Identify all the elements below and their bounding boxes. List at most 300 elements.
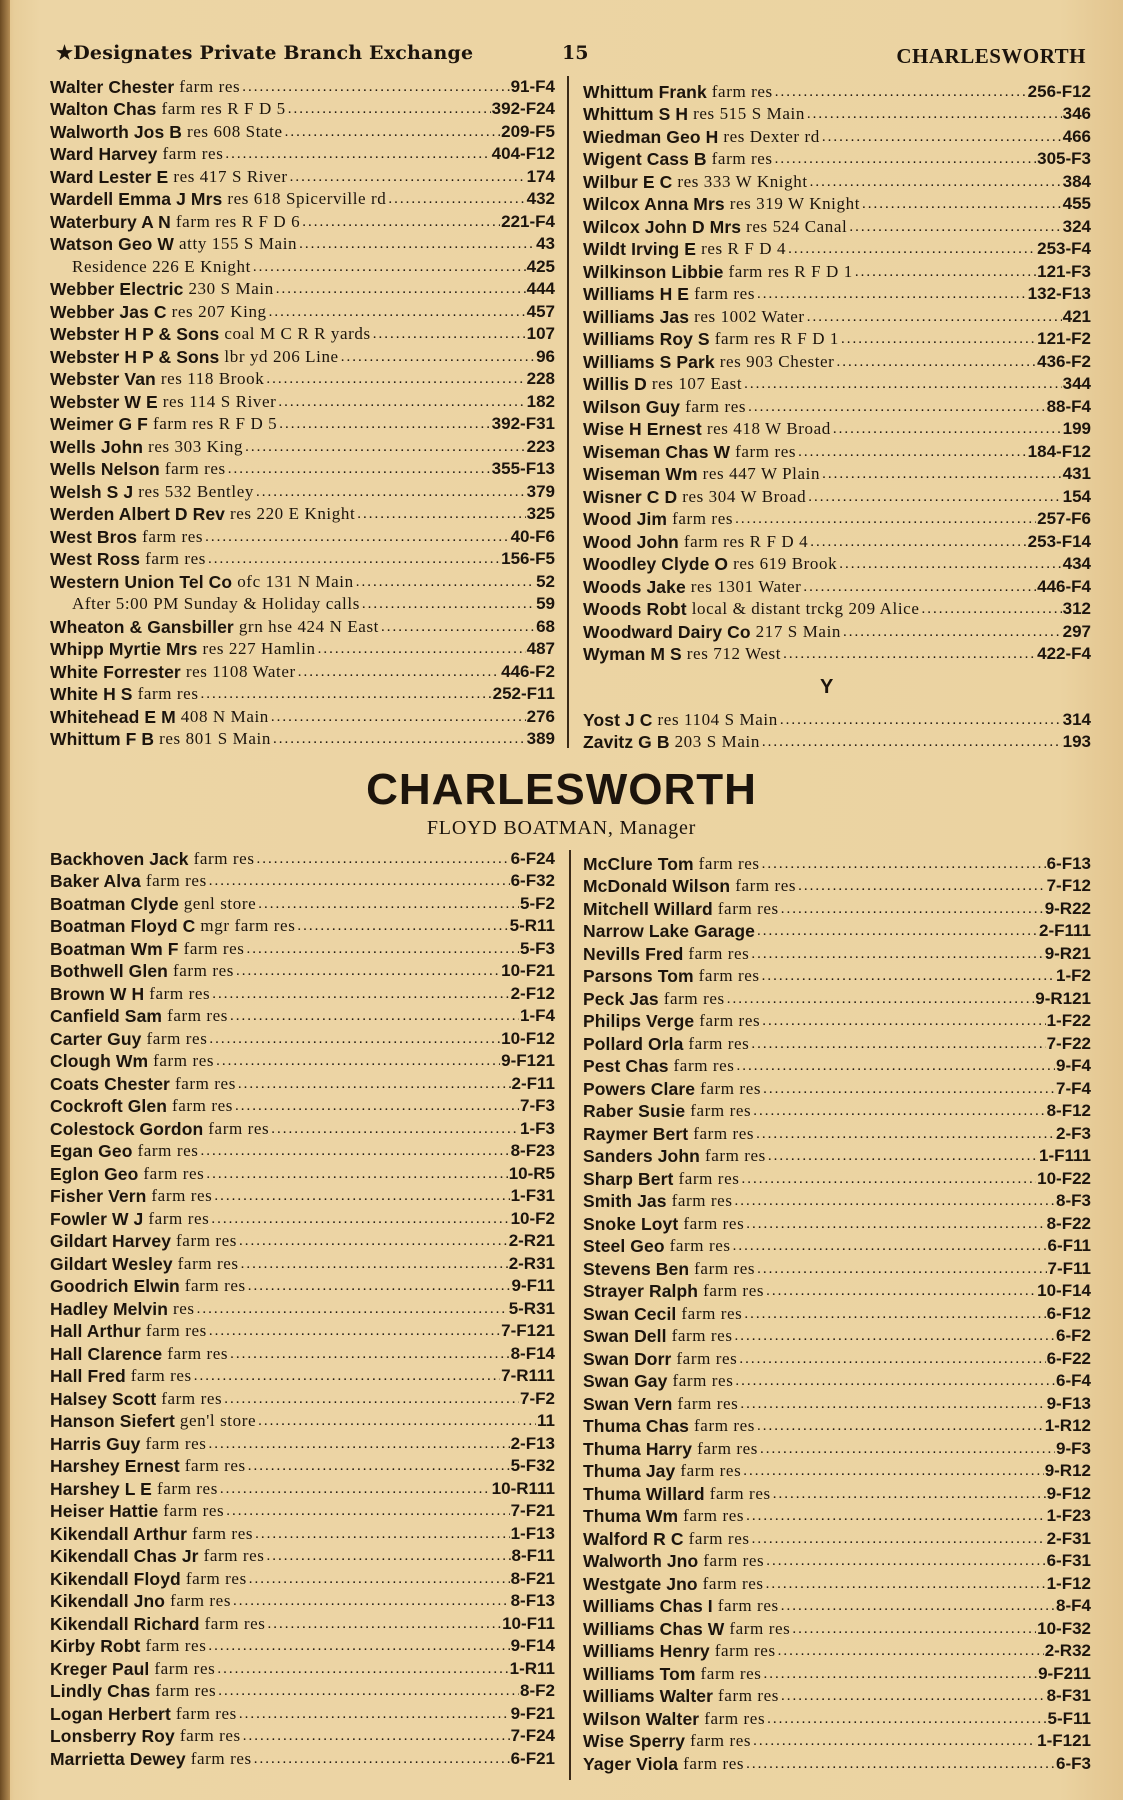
leader-dots bbox=[269, 1118, 519, 1140]
listing-address: farm res R F D 4 bbox=[683, 531, 809, 551]
listing-column-bottom-right bbox=[583, 852, 1091, 1775]
listing-address: After 5:00 PM Sunday & Holiday calls bbox=[72, 594, 360, 613]
listing-name: Boatman Wm F bbox=[50, 938, 179, 959]
listing-name: Hanson Siefert bbox=[50, 1411, 175, 1431]
leader-dots bbox=[206, 1433, 509, 1455]
listing-name: Pollard Orla bbox=[583, 1033, 684, 1054]
listing-name: Wiedman Geo H bbox=[583, 126, 719, 147]
listing-address: farm res bbox=[683, 1213, 745, 1233]
listing-name: Williams Walter bbox=[583, 1686, 714, 1706]
phone-number: 1-F3 bbox=[520, 1118, 555, 1138]
phone-number: 425 bbox=[526, 256, 555, 276]
phone-number: 389 bbox=[526, 729, 555, 748]
leader-dots bbox=[234, 960, 500, 982]
leader-dots bbox=[781, 643, 1036, 665]
leader-dots bbox=[252, 1748, 510, 1770]
listing-address: farm res bbox=[671, 1191, 733, 1210]
listing-entry bbox=[583, 125, 1091, 148]
listing-address: farm res bbox=[151, 1186, 213, 1205]
phone-number: 11 bbox=[537, 1411, 555, 1430]
listing-name: Williams Tom bbox=[583, 1663, 696, 1684]
listing-name: Powers Clare bbox=[583, 1078, 696, 1099]
listing-name: Philips Verge bbox=[583, 1011, 695, 1031]
listing-address: farm res bbox=[673, 1056, 735, 1075]
listing-address: farm res bbox=[700, 1663, 762, 1683]
phone-number: 2-F12 bbox=[510, 983, 555, 1003]
listing-entry bbox=[50, 413, 555, 436]
leader-dots bbox=[192, 1365, 500, 1387]
phone-number: 5-R31 bbox=[508, 1298, 555, 1318]
listing-name: Bothwell Glen bbox=[50, 961, 168, 981]
leader-dots bbox=[269, 706, 526, 728]
phone-number: 10-F12 bbox=[501, 1028, 555, 1048]
leader-dots bbox=[739, 1168, 1036, 1190]
listing-name: Webster W E bbox=[50, 391, 158, 412]
listing-name: Woods Robt bbox=[583, 599, 687, 619]
listing-entry bbox=[50, 660, 555, 683]
listing-entry bbox=[583, 215, 1091, 238]
phone-number: 8-F11 bbox=[511, 1546, 555, 1565]
listing-name: Webster H P & Sons bbox=[50, 324, 220, 344]
listing-name: Westgate Jno bbox=[583, 1573, 698, 1594]
listing-entry bbox=[50, 982, 555, 1005]
listing-address: farm res bbox=[137, 684, 199, 703]
listing-address: farm res bbox=[170, 1591, 232, 1610]
listing-address: coal M C R R yards bbox=[224, 324, 371, 343]
listing-entry bbox=[583, 463, 1091, 486]
listing-address: farm res bbox=[714, 1641, 776, 1660]
listing-entry bbox=[50, 255, 555, 278]
listing-entry bbox=[583, 1032, 1091, 1055]
listing-entry bbox=[583, 1235, 1091, 1258]
leader-dots bbox=[733, 1190, 1055, 1212]
listing-entry bbox=[583, 1572, 1091, 1595]
phone-number: 297 bbox=[1062, 621, 1091, 641]
listing-name: Raber Susie bbox=[583, 1101, 686, 1121]
listing-address: farm res bbox=[162, 144, 224, 163]
leader-dots bbox=[764, 1280, 1036, 1302]
leader-dots bbox=[760, 853, 1046, 875]
leader-dots bbox=[371, 323, 526, 345]
listing-name: Williams Henry bbox=[583, 1641, 710, 1661]
listing-entry bbox=[583, 1257, 1091, 1280]
listing-name: Stevens Ben bbox=[583, 1258, 690, 1279]
listing-address: res 319 W Knight bbox=[729, 194, 861, 213]
listing-name: Wilcox Anna Mrs bbox=[583, 194, 725, 214]
leader-dots bbox=[209, 1208, 509, 1230]
leader-dots bbox=[253, 1523, 510, 1545]
listing-address: farm res bbox=[179, 76, 241, 96]
phone-number: 9-R21 bbox=[1044, 943, 1091, 963]
listing-address: farm res R F D 1 bbox=[714, 329, 840, 348]
listing-address: mgr farm res bbox=[200, 916, 296, 935]
listing-entry bbox=[50, 1185, 555, 1208]
phone-number: 384 bbox=[1062, 171, 1091, 191]
leader-dots bbox=[271, 728, 526, 750]
listing-name: White Forrester bbox=[50, 661, 181, 682]
listing-entry bbox=[583, 1505, 1091, 1528]
listing-name: Thuma Wm bbox=[583, 1506, 679, 1526]
listing-address: farm res bbox=[709, 1483, 771, 1503]
listing-address: res 304 W Broad bbox=[682, 486, 807, 506]
listing-entry bbox=[583, 575, 1091, 598]
listing-name: Kikendall Jno bbox=[50, 1591, 166, 1611]
leader-dots bbox=[207, 1320, 500, 1342]
leader-dots bbox=[245, 938, 520, 960]
listing-name: Wells Nelson bbox=[50, 459, 160, 479]
leader-dots bbox=[237, 1230, 508, 1252]
listing-entry bbox=[583, 1707, 1091, 1730]
phone-number: 10-R5 bbox=[508, 1163, 555, 1183]
leader-dots bbox=[744, 1213, 1045, 1235]
phone-number: 9-F211 bbox=[1038, 1663, 1091, 1683]
leader-dots bbox=[733, 1325, 1055, 1347]
phone-number: 182 bbox=[526, 391, 555, 411]
listing-entry bbox=[583, 1437, 1091, 1460]
listing-name: Harshey Ernest bbox=[50, 1456, 180, 1476]
listing-name: Wiseman Wm bbox=[583, 464, 698, 484]
listing-entry bbox=[583, 530, 1091, 553]
listing-address: farm res bbox=[688, 1528, 750, 1548]
leader-dots bbox=[255, 848, 510, 870]
listing-name: Marrietta Dewey bbox=[50, 1748, 186, 1769]
phone-number: 43 bbox=[536, 234, 555, 253]
listing-name: Wilcox John D Mrs bbox=[583, 216, 742, 237]
leader-dots bbox=[760, 1010, 1045, 1032]
listing-name: Kikendall Richard bbox=[50, 1613, 200, 1634]
listing-name: Peck Jas bbox=[583, 988, 659, 1009]
listing-address: grn hse 424 N East bbox=[238, 616, 379, 636]
listing-address: res 801 S Main bbox=[159, 729, 271, 748]
listing-address: res 515 S Main bbox=[693, 104, 805, 123]
listing-address: farm res bbox=[184, 1456, 246, 1475]
listing-entry bbox=[50, 300, 555, 323]
listing-name: Webster H P & Sons bbox=[50, 346, 220, 367]
phone-number: 404-F12 bbox=[491, 144, 555, 163]
phone-number: 7-F121 bbox=[501, 1321, 555, 1340]
page-number: 15 bbox=[562, 42, 589, 64]
listing-address: farm res bbox=[690, 1101, 752, 1120]
leader-dots bbox=[738, 1393, 1045, 1415]
listing-entry bbox=[583, 328, 1091, 351]
leader-dots bbox=[737, 1348, 1045, 1370]
listing-address: res 903 Chester bbox=[719, 351, 835, 371]
listing-address: res 608 State bbox=[187, 121, 283, 141]
listing-name: Walworth Jos B bbox=[50, 121, 183, 142]
listing-entry bbox=[583, 875, 1091, 898]
listing-name: Carter Guy bbox=[50, 1028, 142, 1049]
listing-name: Wise H Ernest bbox=[583, 419, 702, 439]
listing-name: Wells John bbox=[50, 436, 144, 457]
leader-dots bbox=[360, 593, 535, 615]
listing-address: res 712 West bbox=[686, 644, 782, 663]
leader-dots bbox=[749, 1033, 1045, 1055]
phone-number: 6-F31 bbox=[1046, 1551, 1091, 1570]
leader-dots bbox=[256, 1410, 536, 1432]
phone-number: 10-F14 bbox=[1037, 1281, 1091, 1300]
listing-name: Gildart Wesley bbox=[50, 1253, 173, 1274]
leader-dots bbox=[765, 1708, 1046, 1730]
phone-number: 466 bbox=[1062, 126, 1091, 146]
listing-entry bbox=[50, 120, 555, 143]
leader-dots bbox=[786, 238, 1036, 260]
listing-entry bbox=[50, 1567, 555, 1590]
phone-number: 7-F22 bbox=[1046, 1033, 1091, 1053]
phone-number: 156-F5 bbox=[501, 549, 555, 568]
listing-address: farm res bbox=[688, 943, 750, 963]
listing-entry bbox=[50, 390, 555, 413]
listing-entry bbox=[583, 553, 1091, 576]
leader-dots bbox=[206, 548, 500, 570]
phone-number: 355-F13 bbox=[491, 459, 555, 478]
listing-entry bbox=[583, 1212, 1091, 1235]
listing-name: Logan Herbert bbox=[50, 1703, 171, 1724]
listing-entry bbox=[50, 1230, 555, 1253]
listing-address: farm res bbox=[704, 1146, 766, 1165]
phone-number: 436-F2 bbox=[1037, 351, 1091, 371]
listing-name: Clough Wm bbox=[50, 1051, 149, 1071]
listing-address: farm res bbox=[149, 983, 211, 1003]
listing-address: farm res R F D 5 bbox=[161, 99, 286, 118]
phone-number: 253-F4 bbox=[1037, 239, 1091, 258]
listing-entry bbox=[583, 1010, 1091, 1033]
leader-dots bbox=[762, 1663, 1038, 1685]
listing-address: farm res bbox=[683, 1506, 745, 1525]
listing-name: Steel Geo bbox=[583, 1236, 665, 1256]
listing-address: farm res bbox=[148, 1208, 210, 1228]
phone-number: 7-F3 bbox=[520, 1096, 555, 1115]
phone-number: 9-F4 bbox=[1056, 1056, 1091, 1075]
listing-entry bbox=[50, 368, 555, 391]
listing-address: farm res bbox=[143, 1163, 205, 1183]
listing-entry bbox=[50, 593, 555, 616]
phone-number: 2-F111 bbox=[1039, 921, 1091, 940]
listing-address: gen'l store bbox=[179, 1411, 257, 1430]
listing-address: res 303 King bbox=[148, 436, 244, 456]
listing-name: Wheaton & Gansbiller bbox=[50, 616, 234, 637]
listing-name: Yost J C bbox=[583, 709, 653, 730]
listing-address: farm res bbox=[680, 1461, 742, 1480]
leader-dots bbox=[233, 1095, 519, 1117]
listing-entry bbox=[50, 1320, 555, 1343]
leader-dots bbox=[216, 1680, 519, 1702]
listing-name: Kirby Robt bbox=[50, 1636, 141, 1656]
phone-number: 184-F12 bbox=[1027, 441, 1091, 461]
leader-dots bbox=[207, 870, 510, 892]
leader-dots bbox=[226, 458, 491, 480]
leader-dots bbox=[199, 683, 492, 705]
listing-address: farm res bbox=[208, 1118, 270, 1138]
leader-dots bbox=[805, 306, 1062, 328]
listing-entry bbox=[583, 1370, 1091, 1393]
listing-name: Hadley Melvin bbox=[50, 1298, 169, 1319]
leader-dots bbox=[212, 1185, 509, 1207]
phone-number: 9-F3 bbox=[1056, 1438, 1091, 1458]
listing-address: res Dexter rd bbox=[723, 126, 820, 146]
listing-name: Wardell Emma J Mrs bbox=[50, 189, 223, 209]
leader-dots bbox=[354, 571, 535, 593]
listing-name: Wilson Guy bbox=[583, 396, 681, 417]
listing-name: Hall Arthur bbox=[50, 1321, 141, 1341]
phone-number: 6-F21 bbox=[510, 1748, 555, 1768]
listing-entry bbox=[583, 1617, 1091, 1640]
listing-address: res 1301 Water bbox=[690, 576, 802, 596]
listing-name: Wilbur E C bbox=[583, 171, 673, 192]
leader-dots bbox=[760, 965, 1055, 987]
listing-address: farm res bbox=[183, 938, 245, 958]
leader-dots bbox=[339, 346, 535, 368]
listing-name: West Ross bbox=[50, 549, 141, 569]
listing-name: Fisher Vern bbox=[50, 1186, 147, 1206]
listing-name: Colestock Gordon bbox=[50, 1118, 204, 1139]
listing-entry bbox=[583, 1077, 1091, 1100]
leader-dots bbox=[779, 1595, 1055, 1617]
leader-dots bbox=[297, 233, 535, 255]
listing-entry bbox=[50, 210, 555, 233]
listing-name: Williams Chas I bbox=[583, 1596, 713, 1616]
listing-address: farm res bbox=[703, 1281, 765, 1300]
column-divider bbox=[569, 850, 571, 1780]
leader-dots bbox=[853, 261, 1036, 283]
listing-name: Webber Electric bbox=[50, 279, 184, 299]
listing-entry bbox=[50, 1365, 555, 1388]
leader-dots bbox=[251, 256, 526, 278]
leader-dots bbox=[224, 1500, 509, 1522]
phone-number: 276 bbox=[526, 706, 555, 726]
listing-entry bbox=[583, 238, 1091, 261]
listing-address: farm res bbox=[145, 1321, 207, 1340]
listing-entry bbox=[50, 870, 555, 893]
leader-dots bbox=[839, 328, 1036, 350]
listing-entry bbox=[583, 80, 1091, 103]
listing-address: res 417 S River bbox=[173, 166, 288, 186]
phone-number: 2-R21 bbox=[508, 1231, 555, 1250]
listing-entry bbox=[50, 1117, 555, 1140]
leader-dots bbox=[796, 441, 1027, 463]
phone-number: 325 bbox=[526, 504, 555, 523]
listing-address: 203 S Main bbox=[674, 732, 760, 751]
leader-dots bbox=[379, 616, 535, 638]
listing-name: Coats Chester bbox=[50, 1073, 170, 1094]
listing-name: Wildt Irving E bbox=[583, 239, 697, 259]
leader-dots bbox=[228, 1005, 519, 1027]
listing-entry bbox=[50, 1140, 555, 1163]
leader-dots bbox=[240, 76, 509, 98]
phone-number: 1-F2 bbox=[1056, 966, 1091, 985]
listing-name: Egan Geo bbox=[50, 1141, 133, 1161]
listing-entry bbox=[583, 897, 1091, 920]
listing-address: farm res bbox=[175, 1703, 237, 1723]
listing-address: farm res bbox=[700, 1078, 762, 1098]
leader-dots bbox=[241, 1725, 510, 1747]
listing-name: Mitchell Willard bbox=[583, 898, 713, 919]
listing-address: res 447 W Plain bbox=[702, 464, 821, 483]
listing-name: Kikendall Arthur bbox=[50, 1523, 188, 1544]
leader-dots bbox=[760, 731, 1062, 753]
listing-entry bbox=[50, 503, 555, 526]
listing-name: Weimer G F bbox=[50, 414, 148, 434]
phone-number: 10-F2 bbox=[510, 1208, 555, 1228]
listing-name: Harris Guy bbox=[50, 1433, 141, 1454]
listing-entry bbox=[50, 1207, 555, 1230]
listing-name: Parsons Tom bbox=[583, 966, 694, 986]
listing-entry bbox=[50, 1545, 555, 1568]
phone-number: 193 bbox=[1062, 732, 1091, 751]
section-letter-y: Y bbox=[820, 676, 834, 698]
listing-name: Wilkinson Libbie bbox=[583, 261, 724, 282]
leader-dots bbox=[808, 531, 1026, 553]
leader-dots bbox=[801, 576, 1036, 598]
listing-address: farm res bbox=[177, 1253, 239, 1273]
leader-dots bbox=[755, 1415, 1044, 1437]
listing-entry bbox=[583, 1685, 1091, 1708]
phone-number: 5-F32 bbox=[510, 1456, 555, 1475]
listing-entry bbox=[50, 278, 555, 301]
leader-dots bbox=[751, 1730, 1036, 1752]
phone-number: 305-F3 bbox=[1037, 149, 1091, 168]
listing-name: Wyman M S bbox=[583, 644, 682, 664]
leader-dots bbox=[820, 463, 1062, 485]
listing-entry bbox=[50, 233, 555, 256]
listing-name: Webber Jas C bbox=[50, 301, 167, 322]
phone-number: 8-F2 bbox=[520, 1681, 555, 1700]
phone-number: 421 bbox=[1062, 306, 1091, 326]
phone-number: 6-F11 bbox=[1047, 1236, 1091, 1255]
phone-number: 59 bbox=[536, 594, 555, 613]
leader-dots bbox=[210, 983, 509, 1005]
phone-number: 68 bbox=[536, 616, 555, 636]
listing-entry bbox=[583, 350, 1091, 373]
leader-dots bbox=[265, 1545, 511, 1567]
listing-name: Thuma Harry bbox=[583, 1438, 693, 1459]
phone-number: 314 bbox=[1062, 709, 1091, 729]
listing-name: Werden Albert D Rev bbox=[50, 504, 225, 524]
phone-number: 96 bbox=[536, 346, 555, 366]
listing-name: Heiser Hattie bbox=[50, 1501, 159, 1521]
phone-number: 2-F11 bbox=[511, 1073, 555, 1093]
phone-number: 7-F2 bbox=[520, 1388, 555, 1408]
phone-number: 1-R12 bbox=[1044, 1416, 1091, 1435]
listing-entry bbox=[583, 965, 1091, 988]
phone-number: 392-F24 bbox=[491, 99, 555, 118]
listing-address: farm res bbox=[703, 1551, 765, 1570]
listing-entry bbox=[583, 643, 1091, 666]
listing-address: farm res bbox=[688, 1033, 750, 1053]
listing-entry bbox=[583, 1460, 1091, 1483]
leader-dots bbox=[288, 166, 526, 188]
phone-number: 6-F24 bbox=[510, 848, 555, 868]
phone-number: 257-F6 bbox=[1037, 509, 1091, 528]
phone-number: 2-R32 bbox=[1044, 1641, 1091, 1660]
listing-address: farm res bbox=[155, 1681, 217, 1700]
leader-dots bbox=[766, 1145, 1038, 1167]
listing-address: res R F D 4 bbox=[701, 239, 787, 258]
listing-entry bbox=[50, 1387, 555, 1410]
phone-number: 5-F11 bbox=[1047, 1708, 1091, 1728]
listing-address: genl store bbox=[183, 893, 257, 913]
listing-entry bbox=[50, 638, 555, 661]
listing-entry bbox=[50, 1275, 555, 1298]
listing-address: farm res bbox=[130, 1366, 192, 1385]
leader-dots bbox=[283, 121, 500, 143]
listing-name: Cockroft Glen bbox=[50, 1096, 168, 1116]
listing-address: farm res bbox=[204, 1613, 266, 1633]
leader-dots bbox=[744, 1505, 1046, 1527]
listing-entry bbox=[50, 847, 555, 870]
listing-name: Thuma Willard bbox=[583, 1483, 705, 1504]
listing-address: farm res bbox=[137, 1141, 199, 1160]
leader-dots bbox=[316, 638, 526, 660]
